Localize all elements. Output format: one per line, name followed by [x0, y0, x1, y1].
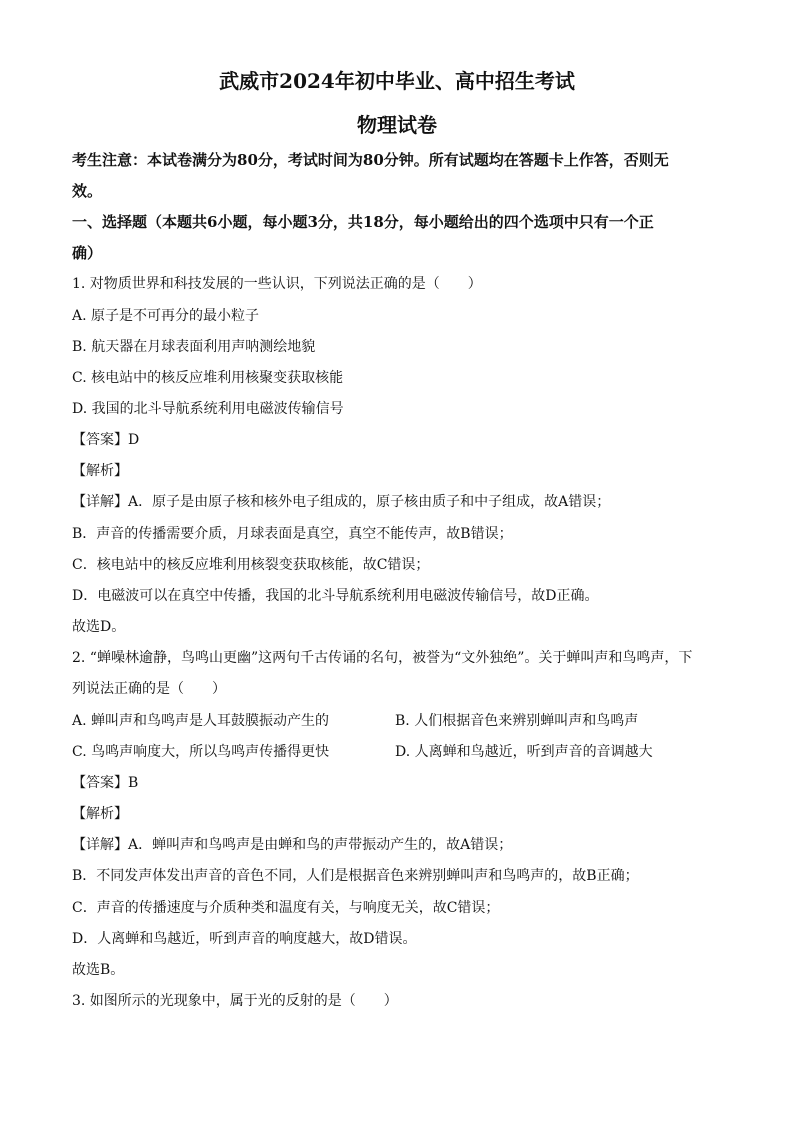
question-2-answer: 【答案】B — [72, 775, 139, 791]
notice-line-2: 效。 — [72, 182, 103, 200]
question-2-option-a: A. 蝉叫声和鸟鸣声是人耳鼓膜振动产生的 — [72, 713, 330, 729]
question-2-detail-d: D．人离蝉和鸟越近，听到声音的响度越大，故D错误。 — [72, 931, 417, 947]
question-1-detail-a: 【详解】A．原子是由原子核和核外电子组成的，原子核由质子和中子组成，故A错误； — [72, 494, 611, 510]
question-1-option-a: A. 原子是不可再分的最小粒子 — [72, 308, 260, 324]
question-2-analysis-label: 【解析】 — [72, 806, 128, 822]
question-1-analysis-label: 【解析】 — [72, 463, 128, 479]
question-2-option-b: B. 人们根据音色来辨别蝉叫声和鸟鸣声 — [395, 713, 639, 729]
question-1-conclusion: 故选D。 — [72, 619, 126, 635]
question-2-detail-a: 【详解】A．蝉叫声和鸟鸣声是由蝉和鸟的声带振动产生的，故A错误； — [72, 837, 513, 853]
question-2-option-d: D. 人离蝉和鸟越近，听到声音的音调越大 — [395, 744, 653, 760]
question-3-stem: 3. 如图所示的光现象中，属于光的反射的是（ ） — [72, 993, 398, 1009]
question-1-detail-d: D．电磁波可以在真空中传播，我国的北斗导航系统利用电磁波传输信号，故D正确。 — [72, 588, 599, 604]
question-2-option-c: C. 鸟鸣声响度大，所以鸟鸣声传播得更快 — [72, 744, 330, 760]
question-1-option-b: B. 航天器在月球表面利用声呐测绘地貌 — [72, 339, 316, 355]
question-1-detail-b: B．声音的传播需要介质，月球表面是真空，真空不能传声，故B错误； — [72, 526, 513, 542]
question-2-stem-line-1: 2. “蝉噪林逾静，鸟鸣山更幽”这两句千古传诵的名句，被誉为“文外独绝”。关于蝉叫声和鸟鸣声，下 — [72, 650, 693, 666]
question-1-stem: 1. 对物质世界和科技发展的一些认识，下列说法正确的是（ ） — [72, 276, 482, 292]
section-heading-line-1: 一、选择题（本题共6小题，每小题3分，共18分，每小题给出的四个选项中只有一个正 — [72, 213, 654, 231]
question-1-option-d: D. 我国的北斗导航系统利用电磁波传输信号 — [72, 401, 344, 417]
section-heading-line-2: 确） — [72, 244, 103, 262]
question-2-conclusion: 故选B。 — [72, 962, 125, 978]
exam-title: 武威市2024年初中毕业、高中招生考试 — [219, 69, 575, 93]
question-1-option-c: C. 核电站中的核反应堆利用核聚变获取核能 — [72, 370, 344, 386]
question-2-detail-c: C．声音的传播速度与介质种类和温度有关，与响度无关，故C错误； — [72, 900, 500, 916]
question-2-detail-b: B．不同发声体发出声音的音色不同，人们是根据音色来辨别蝉叫声和鸟鸣声的，故B正确； — [72, 868, 639, 884]
notice-line-1: 考生注意：本试卷满分为80分，考试时间为80分钟。所有试题均在答题卡上作答，否则无 — [72, 151, 669, 169]
exam-subtitle: 物理试卷 — [357, 113, 437, 137]
question-1-answer: 【答案】D — [72, 432, 140, 448]
question-1-detail-c: C．核电站中的核反应堆利用核裂变获取核能，故C错误； — [72, 557, 430, 573]
question-2-stem-line-2: 列说法正确的是（ ） — [72, 681, 226, 697]
